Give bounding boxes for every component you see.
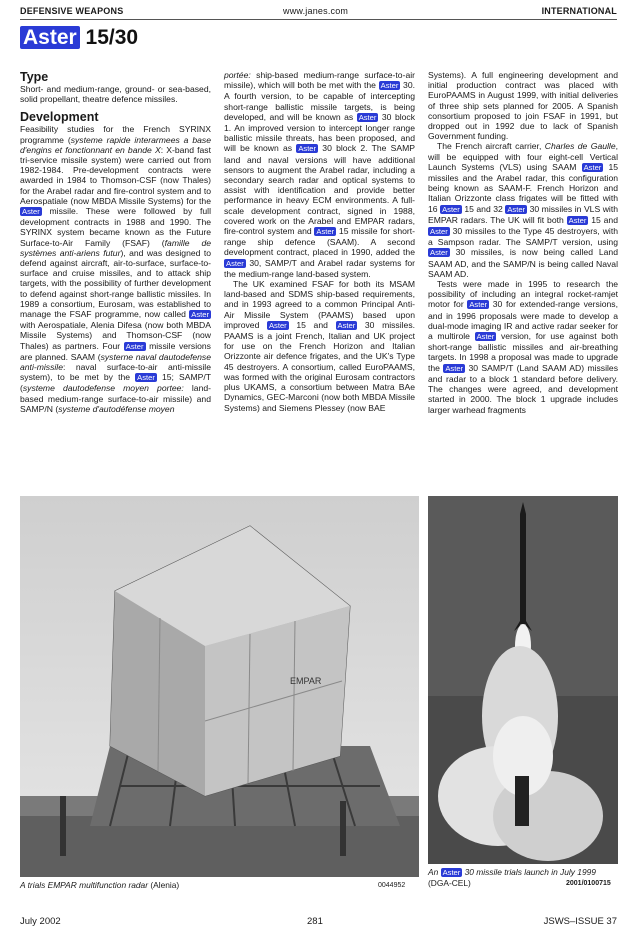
column2-paragraph-2: The UK examined FSAF for both its MSAM land-based and SDMS ship-based requirements, and in 1993 agreed to a common Principal Anti-Air Missile System (PAAMS) based upon improved Aster 15 and Aster 30 missiles. PAAMS is a joint French, Italian and UK project for use on the French Horizon and Italian Orizzonte air defence frigates, and the UK's Type 45 destroyers. A consortium, called EuroPAAMS, was formed with the original Eurosam contractors plus UKAMS, a consortium between Matra BAe Dynamics, GEC-Marconi (now both MBDA Missile Systems) and Siemens Plessey (now BAE: [224, 279, 416, 413]
running-header-url[interactable]: www.janes.com: [283, 6, 349, 16]
development-paragraph: Feasibility studies for the French SYRINX programme (systeme rapide interarmees a base d'engins et fonctionnant en bande X: X-band fast tri-service missile system) were carried out from 1982-1984. Pre-development contracts were awarded in 1984 to Thomson-CSF (now Thales) for the Arabel radar and fire-control system and to Aerospatiale (now MBDA Missile Systems) for the Aster missile. These were followed by full development contracts in 1988 and 1990. The SYRINX system became known as the Future Surface-to-Air Family (FSAF) (famille de systèmes anti-ariens futur), and was designed to defend against aircraft, air-to-surface, surface-to-surface and cruise missiles, and to attack ship targets, with the possibility of further development to defend against short-range ballistic missiles. In 1989 a consortium, Eurosam, was established to manage the FSAF programme, now called Aster with Aerospatiale, Alenia Difesa (now both MBDA Missile Systems) and Thomson-CSF (now Thales) as partners. Four Aster missile versions are planned. SAAM (systerne naval dautodefense anti-missile: naval surface-to-air anti-missile system), to be met by the Aster 15; SAMP/T (systeme dautodefense moyen portee: land-based medium-range surface-to-air missile) and SAMP/N (systeme d'autodéfense moyen: [20, 124, 212, 414]
column2-paragraph-1: portée: ship-based medium-range surface-to-air missile), which will both be met with the Aster 30. A fourth version, to be capable of intercepting short-range ballistic missile targets, is being developed, and will be known as Aster 30 block 1. An improved version to intercept longer range ballistic missile threats, has been proposed, and will be known as Aster 30 block 2. The SAMP land and naval versions will have additional sensors to augment the Arabel radar, including a secondary search radar and optical systems to assist with identification and provide better performance in heavy ECM environments. A full-scale development contract, signed in 1988, covered work on the Arabel and EMPAR radars, fire-control system and Aster 15 missile for short-range ship defence (SAAM). A second development contract, placed in 1990, added the Aster 30, SAMP/T and Arabel radar systems for the medium-range land-based system.: [224, 70, 416, 279]
photo2-code: 2001/0100715: [566, 880, 611, 887]
column3-paragraph-3: Tests were made in 1995 to research the possibility of including an integral rocket-ramjet motor for Aster 30 for extended-range versions, and in 1996 proposals were made to develop a dual-mode imaging IR and active radar seeker for a multirole Aster version, for use against both short-range ballistic missiles and air-breathing targets. In 1998 a proposal was made to upgrade the Aster 30 SAMP/T (Land SAAM AD) missiles and radar to a block 1 standard before delivery. The changes were agreed, and development started in 2000. The block 1 upgrade includes larger warhead fragments: [428, 279, 619, 415]
launch-image: [428, 496, 618, 864]
column3-paragraph-1: Systems). A full engineering development and initial production contract was placed with EuroPAAMS in August 1999, with initial deliveries of three ship sets planned for 2005. A Spanish consortium proposed to join FSAF in 1991, but dropped out in 1992 due to lack of Spanish Government funding.: [428, 70, 618, 142]
radar-label: EMPAR: [290, 676, 322, 686]
type-heading: Type: [20, 70, 49, 84]
page-number: 281: [307, 916, 323, 927]
text-column-2: [224, 70, 415, 413]
missile-launch-photo: [428, 496, 618, 864]
footer-issue: JSWS–ISSUE 37: [543, 916, 617, 927]
text-column-1: [20, 70, 211, 414]
photo1-caption: A trials EMPAR multifunction radar (Alenia): [20, 880, 180, 890]
running-header-right: INTERNATIONAL: [541, 6, 617, 16]
footer-date: July 2002: [20, 916, 61, 927]
type-text: Short- and medium-range, ground- or sea-based, solid propellant, theatre defence missiles.: [20, 84, 211, 105]
header-rule: [20, 19, 617, 20]
running-header-left: DEFENSIVE WEAPONS: [20, 6, 124, 16]
text-column-3: [428, 70, 618, 415]
column3-paragraph-2: The French aircraft carrier, Charles de Gaulle, will be equipped with four eight-cell Vertical Launch Systems (VLS) using SAAM Aster 15 missiles and the Arabel radar, this configuration being known as SAAM-F. French Horizon and Italian Orizzonte class frigates will be fitted with 16 Aster 15 and 32 Aster 30 missiles in VLS with EMPAR radars. The UK will fit both Aster 15 and Aster 30 missiles to the Type 45 destroyers, with a Sampson radar. The SAMP/T version, using Aster 30 missiles, is now being called Land SAAM AD, and the SAMP/N is being called Naval SAAM AD.: [428, 141, 619, 279]
title-rest: 15/30: [79, 26, 139, 49]
empar-radar-photo: [20, 496, 419, 877]
radar-image: [20, 496, 419, 877]
page-title: [20, 26, 138, 50]
photo1-code: 0044952: [378, 882, 406, 889]
development-heading: Development: [20, 110, 99, 125]
title-highlight: Aster: [20, 26, 80, 49]
photo2-caption: An Aster 30 missile trials launch in July 1999 (DGA-CEL): [428, 867, 596, 888]
